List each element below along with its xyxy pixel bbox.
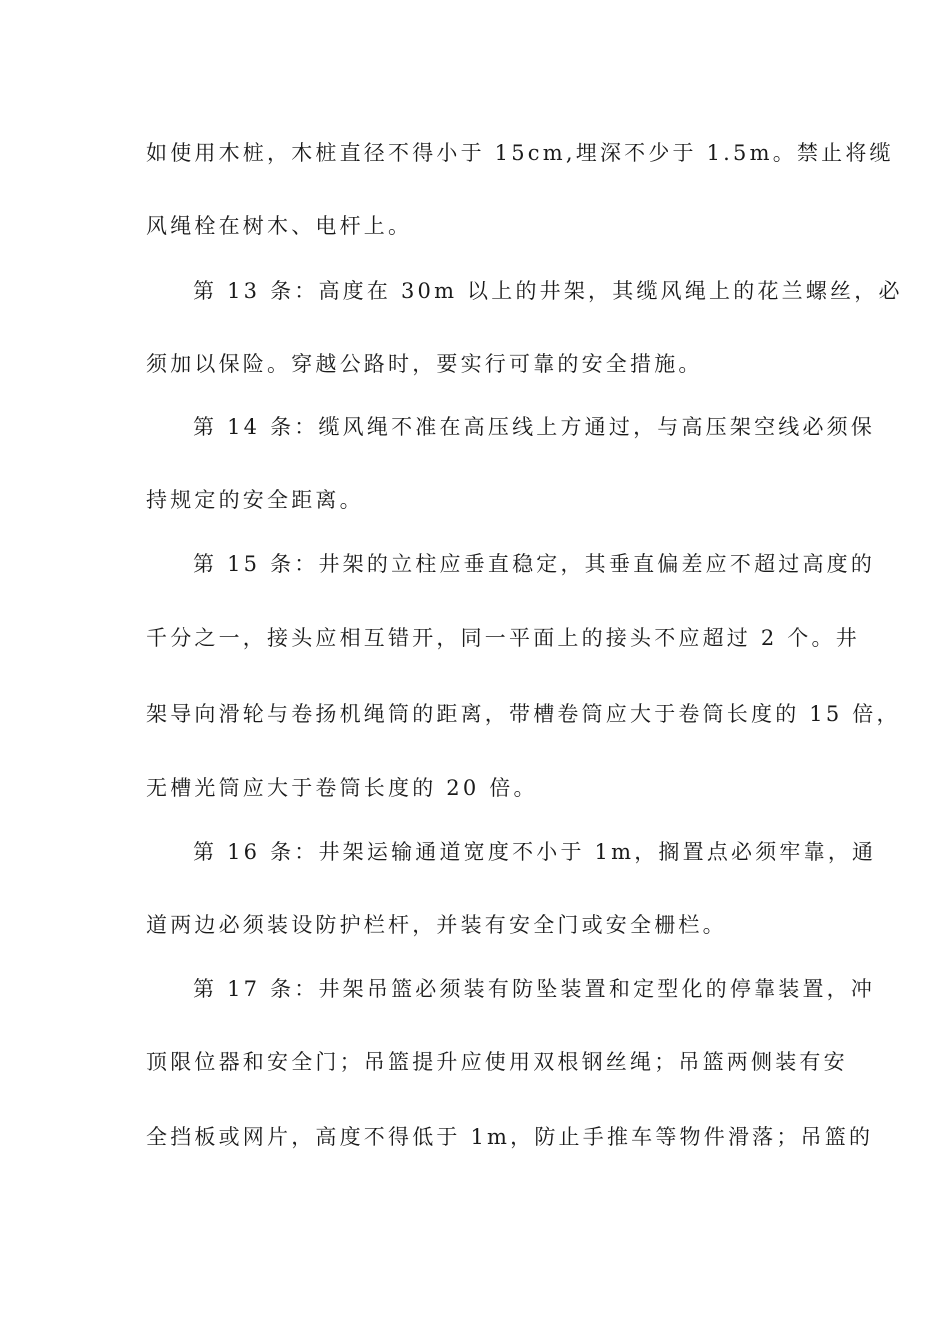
text-line: 顶限位器和安全门；吊篮提升应使用双根钢丝绳；吊篮两侧装有安 xyxy=(146,1050,848,1074)
text-line: 风绳栓在树木、电杆上。 xyxy=(146,214,413,238)
text-line: 须加以保险。穿越公路时，要实行可靠的安全措施。 xyxy=(146,352,703,376)
paragraph-line-article-16: 第 16 条：井架运输通道宽度不小于 1m，搁置点必须牢靠，通 xyxy=(193,840,877,864)
paragraph-line-article-13: 第 13 条：高度在 30m 以上的井架，其缆风绳上的花兰螺丝，必 xyxy=(193,279,903,303)
paragraph-line-article-17: 第 17 条：井架吊篮必须装有防坠装置和定型化的停靠装置，冲 xyxy=(193,977,876,1001)
text-line: 全挡板或网片，高度不得低于 1m，防止手推车等物件滑落；吊篮的 xyxy=(146,1125,874,1149)
text-line: 无槽光筒应大于卷筒长度的 20 倍。 xyxy=(146,776,538,800)
text-line: 架导向滑轮与卷扬机绳筒的距离，带槽卷筒应大于卷筒长度的 15 倍， xyxy=(146,702,901,726)
text-line: 如使用木桩，木桩直径不得小于 15cm,埋深不少于 1.5m。禁止将缆 xyxy=(146,141,894,165)
paragraph-line-article-14: 第 14 条：缆风绳不准在高压线上方通过，与高压架空线必须保 xyxy=(193,415,876,439)
text-line: 持规定的安全距离。 xyxy=(146,488,364,512)
text-line: 道两边必须装设防护栏杆，并装有安全门或安全栅栏。 xyxy=(146,913,727,937)
paragraph-line-article-15: 第 15 条：井架的立柱应垂直稳定，其垂直偏差应不超过高度的 xyxy=(193,552,876,576)
text-line: 千分之一，接头应相互错开，同一平面上的接头不应超过 2 个。井 xyxy=(146,626,860,650)
